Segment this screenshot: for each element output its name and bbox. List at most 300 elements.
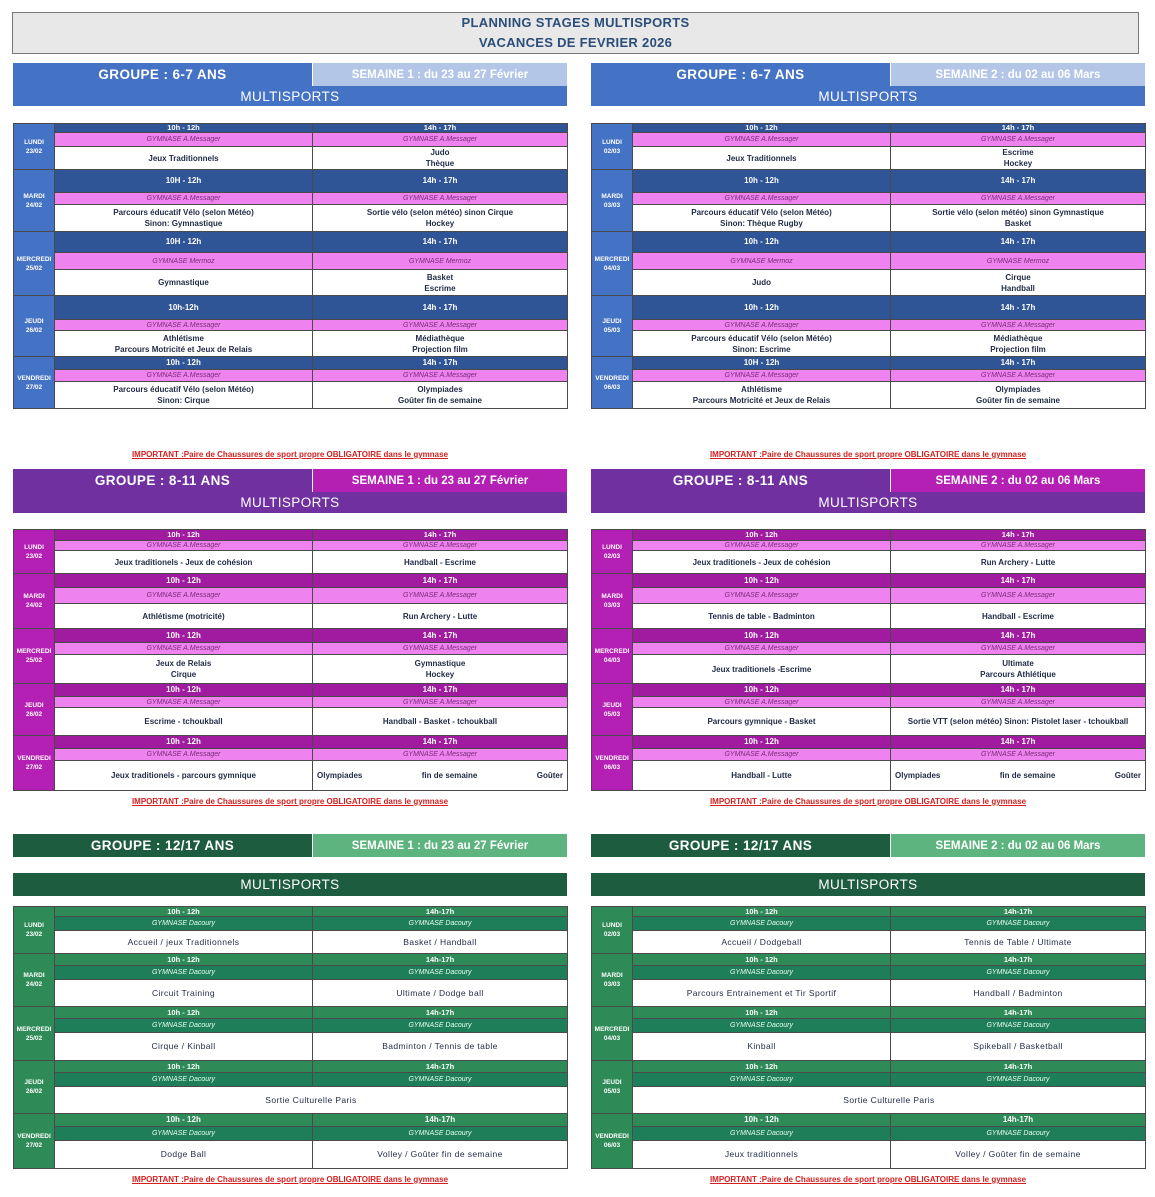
morning-place: GYMNASE A.Messager [55, 588, 313, 604]
activity-line: Handball - Basket - tchoukball [382, 717, 498, 726]
morning-time: 10h - 12h [633, 574, 891, 588]
activity-line: Parcours Athlétique [980, 670, 1056, 679]
time-row [14, 736, 568, 749]
day-date: 06/03 [603, 764, 621, 771]
afternoon-time: 14h - 17h [313, 357, 568, 370]
multisports-banner: MULTISPORTS [591, 873, 1145, 896]
day-name: MERCREDI [594, 1025, 630, 1033]
place-row [14, 253, 568, 270]
schedule-table [13, 906, 568, 1169]
time-row [14, 1061, 568, 1073]
section-header [591, 469, 1145, 492]
section-p1 [13, 469, 567, 513]
afternoon-activity [313, 147, 568, 170]
morning-place: GYMNASE A.Messager [55, 697, 313, 708]
day-cell [592, 684, 633, 736]
group-label: GROUPE : 6-7 ANS [591, 63, 890, 86]
afternoon-place: GYMNASE A.Messager [313, 697, 568, 708]
activity-line: Ultimate / Dodge ball [396, 987, 484, 998]
afternoon-place: GYMNASE A.Messager [313, 749, 568, 761]
morning-time: 10h - 12h [55, 1114, 313, 1127]
activity-line: Jeux de Relais [155, 659, 212, 668]
week-label: SEMAINE 1 : du 23 au 27 Février [313, 63, 567, 86]
activity-line: Badminton / Tennis de table [382, 1041, 498, 1051]
day-cell [14, 1061, 55, 1114]
section-g2 [591, 834, 1145, 857]
afternoon-place: GYMNASE Dacoury [313, 1127, 568, 1141]
place-row [592, 133, 1146, 147]
morning-place: GYMNASE A.Messager [633, 749, 891, 761]
activity-row [14, 980, 568, 1007]
afternoon-time: 14h-17h [313, 1007, 568, 1019]
activity-line: Escrime [424, 283, 456, 293]
day-cell [592, 736, 633, 791]
section-b1 [13, 63, 567, 106]
morning-activity [633, 655, 891, 684]
afternoon-time: 14h - 17h [891, 170, 1146, 193]
afternoon-place: GYMNASE A.Messager [313, 320, 568, 331]
activity-row [14, 1141, 568, 1169]
place-row [14, 643, 568, 655]
place-row [592, 1019, 1146, 1033]
time-row [592, 907, 1146, 917]
week-label: SEMAINE 1 : du 23 au 27 Février [313, 469, 567, 492]
morning-place: GYMNASE Dacoury [633, 917, 891, 931]
place-row [14, 749, 568, 761]
activity-line: Athlétisme (motricité) [142, 611, 225, 621]
afternoon-activity [891, 655, 1146, 684]
place-row [14, 697, 568, 708]
day-date: 26/02 [25, 710, 43, 718]
section-header [591, 63, 1145, 86]
section-header [13, 834, 567, 857]
morning-time: 10h - 12h [633, 1061, 891, 1073]
activity-row [592, 604, 1146, 629]
morning-time: 10h - 12h [633, 954, 891, 966]
morning-time: 10h - 12h [633, 296, 891, 320]
place-row [14, 966, 568, 980]
activity-line: Kinball [747, 1041, 776, 1051]
activity-line: Handball - Lutte [731, 771, 792, 780]
morning-activity [55, 1141, 313, 1169]
morning-place: GYMNASE A.Messager [633, 370, 891, 382]
schedule-table [591, 529, 1146, 791]
morning-activity [633, 604, 891, 629]
morning-activity [633, 270, 891, 296]
morning-activity [633, 147, 891, 170]
morning-activity [55, 331, 313, 357]
morning-place: GYMNASE A.Messager [633, 193, 891, 205]
day-date: 06/03 [603, 383, 621, 391]
afternoon-place: GYMNASE A.Messager [891, 749, 1146, 761]
time-row [14, 907, 568, 917]
morning-time: 10h - 12h [633, 232, 891, 253]
place-row [592, 643, 1146, 655]
afternoon-time: 14h-17h [313, 954, 568, 966]
morning-time: 10h - 12h [55, 357, 313, 370]
time-row [14, 357, 568, 370]
afternoon-time: 14h-17h [891, 907, 1146, 917]
activity-line: Judo [751, 278, 772, 287]
afternoon-activity [891, 147, 1146, 170]
time-row [14, 124, 568, 133]
day-date: 23/02 [25, 147, 43, 155]
activity-line: Parcours éducatif Vélo (selon Météo) [691, 333, 832, 343]
activity-line: Basket / Handball [403, 936, 477, 947]
morning-time: 10h - 12h [55, 907, 313, 917]
time-row [592, 736, 1146, 749]
morning-place: GYMNASE A.Messager [633, 320, 891, 331]
day-date: 04/03 [603, 264, 621, 272]
day-name: LUNDI [24, 138, 44, 146]
day-cell [14, 907, 55, 954]
day-name: MARDI [23, 972, 45, 979]
afternoon-activity [313, 604, 568, 629]
day-cell [592, 1114, 633, 1169]
day-cell [14, 1114, 55, 1169]
activity-row [592, 1033, 1146, 1061]
place-row [14, 1073, 568, 1087]
time-row [14, 1114, 568, 1127]
afternoon-activity [313, 205, 568, 232]
afternoon-place: GYMNASE A.Messager [313, 133, 568, 147]
afternoon-time: 14h - 17h [313, 629, 568, 643]
activity-line: Circuit Training [151, 987, 216, 998]
day-name: VENDREDI [17, 374, 51, 382]
activity-line: Gymnastique [158, 278, 209, 287]
day-name: MERCREDI [16, 648, 52, 655]
activity-line: Jeux Traditionnels [726, 153, 797, 163]
activity-line: Goûter fin de semaine [975, 396, 1061, 405]
morning-place: GYMNASE Dacoury [633, 1127, 891, 1141]
activity-line: Tennis de Table / Ultimate [964, 936, 1072, 947]
schedule-table [13, 123, 568, 409]
day-date: 23/02 [25, 931, 43, 938]
afternoon-place: GYMNASE A.Messager [891, 193, 1146, 205]
place-row [592, 1073, 1146, 1087]
place-row [592, 370, 1146, 382]
activity-row [592, 1141, 1146, 1169]
afternoon-place: GYMNASE Dacoury [891, 917, 1146, 931]
day-cell [592, 1007, 633, 1061]
morning-place: GYMNASE A.Messager [633, 588, 891, 604]
afternoon-activity [891, 331, 1146, 357]
time-row [592, 296, 1146, 320]
week-label: SEMAINE 2 : du 02 au 06 Mars [891, 834, 1145, 857]
morning-place: GYMNASE Dacoury [633, 1019, 891, 1033]
section-header [13, 63, 567, 86]
place-row [592, 588, 1146, 604]
place-row [14, 1019, 568, 1033]
day-date: 25/02 [25, 264, 43, 272]
day-date: 27/02 [25, 383, 43, 391]
activity-line: Sortie vélo (selon météo) sinon Cirque [366, 208, 514, 217]
activity-line: Parcours Motricité et Jeux de Relais [692, 396, 831, 405]
afternoon-place: GYMNASE A.Messager [313, 643, 568, 655]
day-name: JEUDI [24, 318, 44, 325]
day-name: LUNDI [24, 922, 44, 929]
activity-left: Olympiades [895, 771, 941, 780]
day-cell [14, 954, 55, 1007]
day-cell [14, 736, 55, 791]
morning-activity [633, 382, 891, 409]
activity-line: Parcours Motricité et Jeux de Relais [114, 344, 253, 354]
activity-line: Parcours gymnique - Basket [707, 717, 816, 726]
afternoon-place: GYMNASE Dacoury [313, 966, 568, 980]
activity-line: Parcours éducatif Vélo (selon Météo) [113, 385, 254, 394]
activity-line: Olympiades [417, 385, 463, 394]
activity-line: Cirque [170, 670, 197, 679]
time-row [592, 574, 1146, 588]
activity-row [14, 331, 568, 357]
afternoon-time: 14h-17h [891, 1007, 1146, 1019]
important-notice: IMPORTANT :Paire de Chaussures de sport propre OBLIGATOIRE dans le gymnase [131, 1175, 449, 1184]
section-header [13, 469, 567, 492]
activity-line: Tennis de table - Badminton [708, 611, 815, 621]
day-cell [592, 574, 633, 629]
activity-line: Parcours Entrainement et Tir Sportif [686, 987, 837, 998]
activity-line: Sinon: Gymnastique [144, 219, 223, 228]
morning-activity [633, 205, 891, 232]
day-cell [14, 232, 55, 296]
group-label: GROUPE : 8-11 ANS [591, 469, 890, 492]
afternoon-time: 14h - 17h [891, 629, 1146, 643]
time-row [592, 232, 1146, 253]
time-row [592, 170, 1146, 193]
day-name: VENDREDI [595, 1133, 629, 1140]
day-name: LUNDI [602, 138, 622, 146]
important-notice: IMPORTANT :Paire de Chaussures de sport propre OBLIGATOIRE dans le gymnase [131, 797, 449, 806]
afternoon-time: 14h-17h [313, 1114, 568, 1127]
activity-row [14, 205, 568, 232]
section-g1 [13, 834, 567, 857]
afternoon-time: 14h-17h [891, 954, 1146, 966]
time-row [14, 170, 568, 193]
morning-activity [55, 708, 313, 736]
activity-row [592, 270, 1146, 296]
activity-line: Handball - Escrime [403, 557, 477, 567]
multisports-banner: MULTISPORTS [591, 492, 1145, 513]
morning-place: GYMNASE Dacoury [633, 966, 891, 980]
morning-place: GYMNASE Mermoz [633, 253, 891, 270]
day-name: JEUDI [24, 1079, 44, 1086]
afternoon-place: GYMNASE A.Messager [891, 133, 1146, 147]
day-date: 25/02 [25, 1034, 43, 1042]
activity-line: Sinon: Escrime [732, 344, 791, 354]
afternoon-activity [313, 980, 568, 1007]
afternoon-activity [891, 382, 1146, 409]
place-row [592, 966, 1146, 980]
activity-row [14, 708, 568, 736]
afternoon-time: 14h - 17h [313, 530, 568, 541]
day-name: LUNDI [24, 543, 44, 551]
activity-line: Accueil / Dodgeball [721, 936, 802, 947]
place-row [14, 588, 568, 604]
day-date: 03/03 [603, 981, 621, 988]
afternoon-activity [891, 931, 1146, 954]
morning-activity [633, 1141, 891, 1169]
activity-line: Sinon: Cirque [157, 396, 210, 405]
day-cell [592, 357, 633, 409]
place-row [592, 320, 1146, 331]
activity-line: Parcours éducatif Vélo (selon Météo) [691, 208, 832, 217]
split-activity [313, 770, 567, 781]
morning-place: GYMNASE A.Messager [633, 643, 891, 655]
multisports-banner: MULTISPORTS [13, 86, 567, 106]
afternoon-place: GYMNASE A.Messager [891, 588, 1146, 604]
activity-row [592, 761, 1146, 791]
day-date: 03/03 [603, 201, 621, 209]
day-date: 02/03 [603, 552, 621, 560]
activity-line: Médiathèque [415, 333, 465, 343]
day-name: JEUDI [602, 701, 622, 709]
morning-place: GYMNASE Dacoury [55, 966, 313, 980]
afternoon-place: GYMNASE A.Messager [313, 193, 568, 205]
schedule-table [591, 123, 1146, 409]
afternoon-activity [891, 551, 1146, 574]
day-name: MARDI [601, 192, 623, 200]
activity-bottom: fin de semaine [421, 771, 478, 780]
morning-time: 10h - 12h [55, 629, 313, 643]
morning-activity [55, 382, 313, 409]
schedule-table [591, 906, 1146, 1169]
day-date: 24/02 [25, 981, 43, 988]
activity-row [14, 551, 568, 574]
afternoon-place: GYMNASE A.Messager [891, 541, 1146, 551]
day-name: MERCREDI [594, 255, 630, 263]
morning-time: 10h - 12h [55, 124, 313, 133]
morning-time: 10h - 12h [633, 124, 891, 133]
afternoon-activity [313, 551, 568, 574]
group-label: GROUPE : 6-7 ANS [13, 63, 312, 86]
afternoon-place: GYMNASE A.Messager [891, 370, 1146, 382]
afternoon-time: 14h - 17h [313, 170, 568, 193]
morning-activity [633, 980, 891, 1007]
morning-time: 10h-12h [55, 296, 313, 320]
activity-row [14, 147, 568, 170]
morning-place: GYMNASE A.Messager [633, 133, 891, 147]
section-b2 [591, 63, 1145, 106]
afternoon-activity [313, 708, 568, 736]
activity-right: Goûter [1114, 771, 1141, 780]
afternoon-time: 14h-17h [313, 1061, 568, 1073]
day-cell [14, 170, 55, 232]
afternoon-place: GYMNASE Dacoury [891, 1019, 1146, 1033]
activity-line: Sortie VTT (selon météo) Sinon: Pistolet laser - tchoukball [907, 717, 1129, 726]
morning-activity [633, 931, 891, 954]
activity-line: Jeux traditionnels [724, 1149, 799, 1159]
afternoon-activity [313, 382, 568, 409]
place-row [592, 253, 1146, 270]
morning-place: GYMNASE Dacoury [55, 1127, 313, 1141]
activity-line: Run Archery - Lutte [402, 611, 478, 621]
day-name: MERCREDI [594, 648, 630, 655]
afternoon-time: 14h - 17h [313, 736, 568, 749]
afternoon-place: GYMNASE A.Messager [313, 588, 568, 604]
day-cell [592, 629, 633, 684]
morning-activity [55, 604, 313, 629]
activity-row [592, 980, 1146, 1007]
time-row [592, 954, 1146, 966]
important-notice: IMPORTANT :Paire de Chaussures de sport propre OBLIGATOIRE dans le gymnase [709, 450, 1027, 459]
time-row [592, 1114, 1146, 1127]
activity-row [592, 331, 1146, 357]
morning-activity [55, 980, 313, 1007]
day-cell [14, 357, 55, 409]
day-name: LUNDI [602, 922, 622, 929]
morning-time: 10h - 12h [633, 530, 891, 541]
week-label: SEMAINE 1 : du 23 au 27 Février [313, 834, 567, 857]
full-day-activity: Sortie Culturelle Paris [633, 1087, 1146, 1114]
activity-line: Basket [426, 272, 454, 282]
afternoon-time: 14h - 17h [313, 232, 568, 253]
activity-line: Athlétisme [741, 385, 782, 394]
day-date: 05/03 [603, 1088, 621, 1095]
morning-place: GYMNASE A.Messager [55, 133, 313, 147]
activity-row [592, 551, 1146, 574]
activity-row [14, 604, 568, 629]
morning-activity [55, 147, 313, 170]
day-cell [14, 684, 55, 736]
afternoon-time: 14h - 17h [891, 530, 1146, 541]
activity-line: Hockey [425, 219, 455, 228]
morning-place: GYMNASE A.Messager [633, 697, 891, 708]
activity-line: Athlétisme [163, 333, 204, 343]
multisports-banner: MULTISPORTS [591, 86, 1145, 106]
activity-line: Cirque [1005, 272, 1031, 282]
afternoon-activity [313, 931, 568, 954]
activity-line: Projection film [990, 344, 1046, 354]
day-cell [14, 296, 55, 357]
activity-line: Basket [1004, 219, 1032, 228]
morning-time: 10h - 12h [55, 1007, 313, 1019]
afternoon-activity [891, 205, 1146, 232]
activity-row [14, 382, 568, 409]
day-name: VENDREDI [17, 1133, 51, 1140]
afternoon-time: 14h - 17h [313, 684, 568, 697]
activity-line: Parcours éducatif Vélo (selon Météo) [113, 208, 254, 217]
day-date: 05/03 [603, 710, 621, 718]
day-date: 24/02 [25, 602, 43, 609]
day-cell [592, 530, 633, 574]
afternoon-activity [313, 1033, 568, 1061]
place-row [14, 320, 568, 331]
afternoon-activity [891, 270, 1146, 296]
time-row [14, 1007, 568, 1019]
activity-line: Jeux traditionels - parcours gymnique [111, 771, 256, 780]
activity-left: Olympiades [317, 771, 363, 780]
activity-line: Volley / Goûter fin de semaine [955, 1149, 1081, 1159]
activity-line: Accueil / jeux Traditionnels [127, 936, 240, 947]
important-notice: IMPORTANT :Paire de Chaussures de sport propre OBLIGATOIRE dans le gymnase [709, 797, 1027, 806]
place-row [592, 697, 1146, 708]
day-date: 02/03 [603, 931, 621, 938]
time-row [14, 232, 568, 253]
morning-place: GYMNASE A.Messager [55, 320, 313, 331]
day-date: 02/03 [603, 147, 621, 155]
morning-place: GYMNASE Dacoury [55, 917, 313, 931]
place-row [14, 1127, 568, 1141]
week-label: SEMAINE 2 : du 02 au 06 Mars [891, 469, 1145, 492]
multisports-banner: MULTISPORTS [13, 873, 567, 896]
morning-activity [633, 1033, 891, 1061]
activity-line: Gymnastique [414, 659, 466, 668]
day-cell [14, 629, 55, 684]
activity-row [592, 708, 1146, 736]
afternoon-time: 14h - 17h [891, 736, 1146, 749]
morning-place: GYMNASE A.Messager [55, 193, 313, 205]
afternoon-place: GYMNASE A.Messager [313, 370, 568, 382]
